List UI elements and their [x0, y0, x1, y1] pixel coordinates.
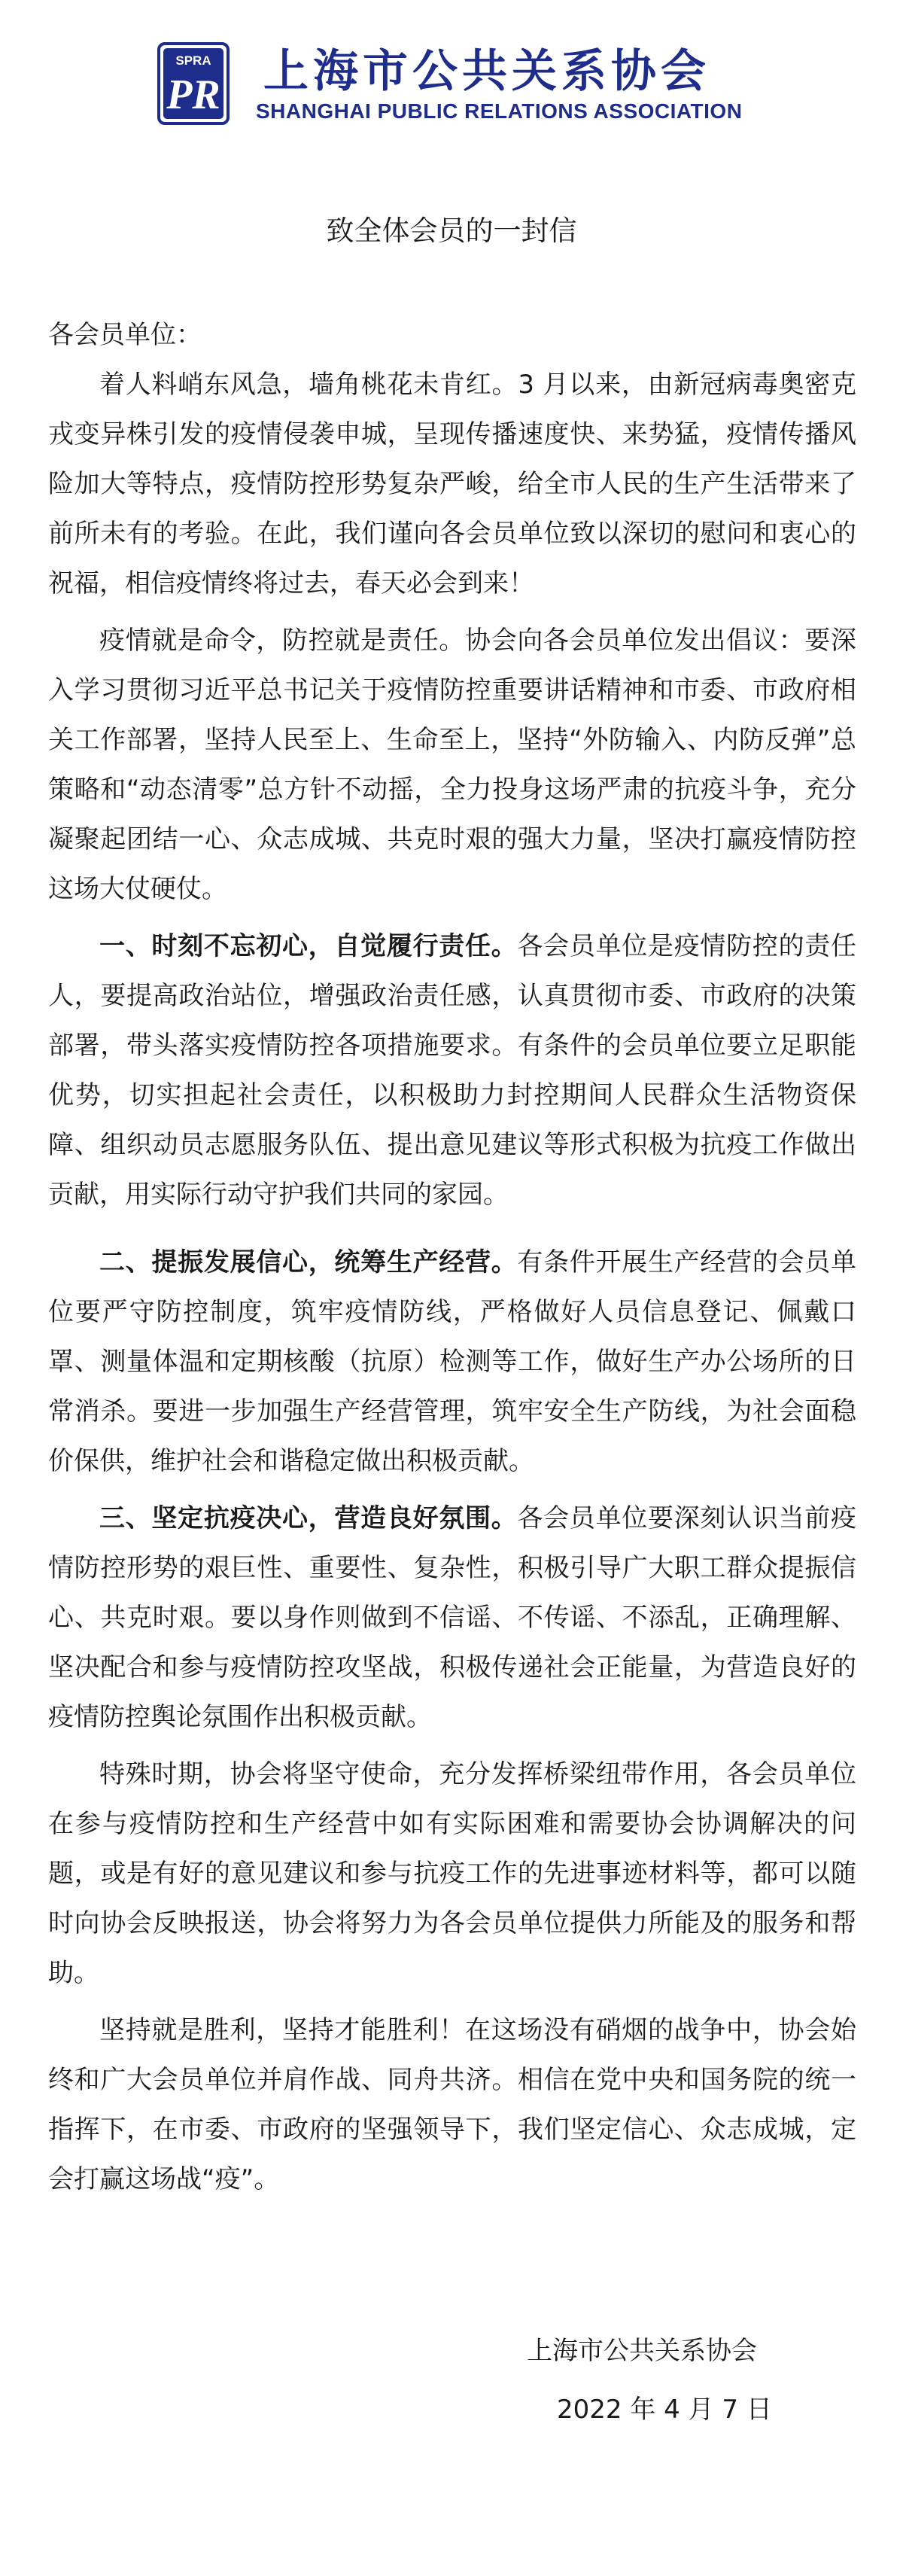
signature-date: 2022 年 4 月 7 日 [557, 2395, 772, 2425]
paragraph-6: 特殊时期，协会将坚守使命，充分发挥桥梁纽带作用，各会员单位在参与疫情防控和生产经营中如有实际困难和需要协会协调解决的问题，或是有好的意见建议和参与抗疫工作的先进事迹材料等，都可以随时向协会反映报送，协会将努力为各会员单位提供力所能及的服务和帮助。 [48, 1759, 856, 1988]
paragraph-1: 着人料峭东风急，墙角桃花未肯红。3 月以来，由新冠病毒奥密克戎变异株引发的疫情侵袭申城，呈现传播速度快、来势猛，疫情传播风险加大等特点，疫情防控形势复杂严峻，给全市人民的生产生活带来了前所未有的考验。在此，我们谨向各会员单位致以深切的慰问和衷心的祝福，相信疫情终将过去，春天必会到来！ [48, 370, 856, 598]
paragraph-3-body: 各会员单位是疫情防控的责任人，要提高政治站位，增强政治责任感，认真贯彻市委、市政府的决策部署，带头落实疫情防控各项措施要求。有条件的会员单位要立足职能优势，切实担起社会责任，以积极助力封控期间人民群众生活物资保障、组织动员志愿服务队伍、提出意见建议等形式积极为抗疫工作做出贡献，用实际行动守护我们共同的家园。 [48, 931, 857, 1210]
org-name-cn: 上海市公共关系协会 [263, 45, 710, 98]
paragraph-3-heading: 一、时刻不忘初心，自觉履行责任。 [99, 931, 518, 961]
page-title: 致全体会员的一封信 [326, 215, 577, 247]
signature-block [0, 2326, 903, 2447]
paragraph-3 [48, 921, 856, 1219]
letter-body [48, 310, 856, 2204]
logo-letters: PR [166, 72, 220, 118]
paragraph-2: 疫情就是命令，防控就是责任。协会向各会员单位发出倡议：要深入学习贯彻习近平总书记关于疫情防控重要讲话精神和市委、市政府相关工作部署，坚持人民至上、生命至上，坚持“外防输入、内防反弹”总策略和“动态清零”总方针不动摇，全力投身这场严肃的抗疫斗争，充分凝聚起团结一心、众志成城、共克时艰的强大力量，坚决打赢疫情防控这场大仗硬仗。 [48, 626, 856, 904]
paragraph-4 [48, 1238, 856, 1486]
paragraph-4-body: 有条件开展生产经营的会员单位要严守防控制度，筑牢疫情防线，严格做好人员信息登记、佩戴口罩、测量体温和定期核酸（抗原）检测等工作，做好生产办公场所的日常消杀。要进一步加强生产经营管理，筑牢安全生产防线，为社会面稳价保供，维护社会和谐稳定做出积极贡献。 [48, 1247, 857, 1476]
paragraph-5-body: 各会员单位要深刻认识当前疫情防控形势的艰巨性、重要性、复杂性，积极引导广大职工群众提振信心、共克时艰。要以身作则做到不信谣、不传谣、不添乱，正确理解、坚决配合和参与疫情防控攻坚战，积极传递社会正能量，为营造良好的疫情防控舆论氛围作出积极贡献。 [48, 1503, 857, 1732]
paragraph-4-heading: 二、提振发展信心，统筹生产经营。 [99, 1247, 518, 1277]
letterhead [0, 0, 903, 151]
salutation: 各会员单位： [48, 320, 202, 350]
org-name-en: SHANGHAI PUBLIC RELATIONS ASSOCIATION [256, 99, 743, 123]
paragraph-5-heading: 三、坚定抗疫决心，营造良好氛围。 [99, 1503, 518, 1533]
spra-logo-icon [157, 42, 230, 125]
logo-abbrev: SPRA [175, 53, 211, 68]
paragraph-7: 坚持就是胜利，坚持才能胜利！在这场没有硝烟的战争中，协会始终和广大会员单位并肩作战、同舟共济。相信在党中央和国务院的统一指挥下，在市委、市政府的坚强领导下，我们坚定信心、众志成城，定会打赢这场战“疫”。 [48, 2015, 856, 2194]
signature-org: 上海市公共关系协会 [527, 2336, 757, 2366]
paragraph-5 [48, 1494, 856, 1742]
